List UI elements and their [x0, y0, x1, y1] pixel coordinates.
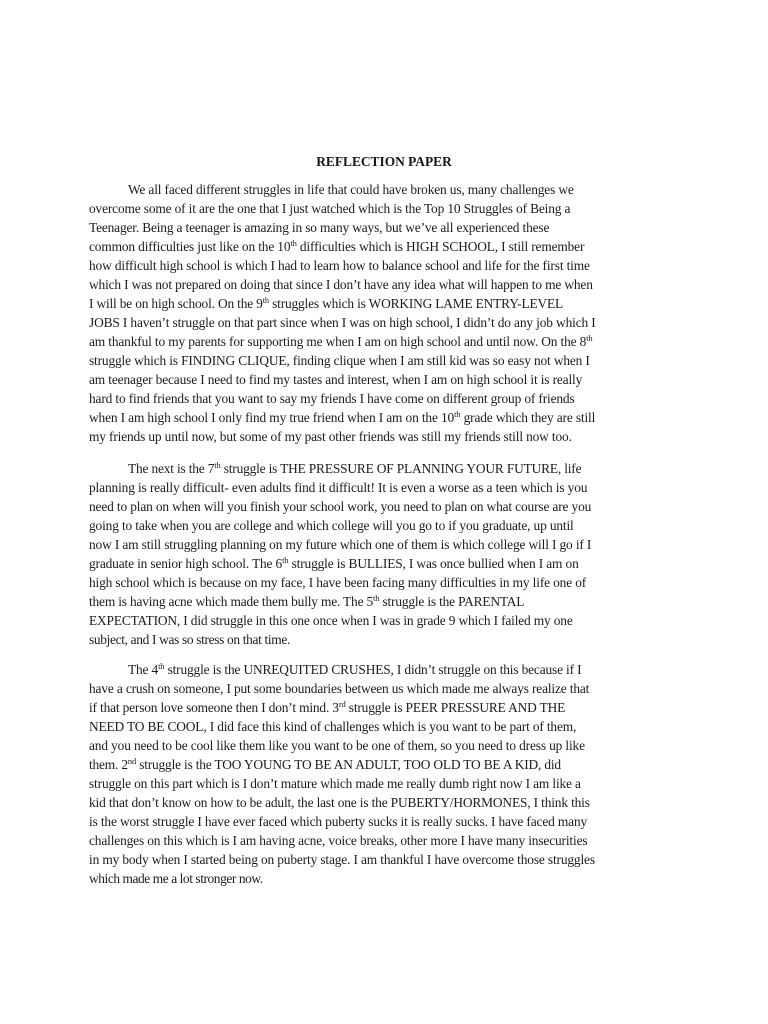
text-line	[89, 295, 689, 313]
text-run: We all faced different struggles in life that could have broken us, many challenges we	[128, 182, 574, 197]
text-line	[89, 390, 689, 408]
text-run: struggle is THE PRESSURE OF PLANNING YOUR FUTURE, life	[220, 461, 582, 476]
text-run: common difficulties just like on the 10	[89, 239, 291, 254]
text-run: have a crush on someone, I put some boundaries between us which made me always realize that	[89, 681, 590, 696]
text-run: difficulties which is HIGH SCHOOL, I still remember	[296, 239, 585, 254]
text-line	[89, 851, 689, 869]
text-run: EXPECTATION, I did struggle in this one once when I was in grade 9 which I failed my one	[89, 613, 573, 628]
text-line	[89, 314, 689, 332]
text-run: I will be on high school. On the 9	[89, 296, 263, 311]
ordinal-suffix: th	[290, 238, 297, 248]
text-line	[89, 371, 689, 389]
text-line	[89, 219, 689, 237]
text-run: struggle is the TOO YOUNG TO BE AN ADULT, TOO OLD TO BE A KID, did	[136, 757, 561, 772]
document-title: REFLECTION PAPER	[316, 154, 452, 169]
text-line	[89, 870, 689, 888]
text-run: planning is really difficult- even adults find it difficult! It is even a worse as a teen which is you	[89, 480, 588, 495]
text-line	[89, 479, 689, 497]
text-run: grade which they are still	[460, 410, 596, 425]
text-line	[89, 612, 689, 630]
text-line	[89, 536, 689, 554]
text-line	[89, 574, 689, 592]
text-run: in my body when I started being on puberty stage. I am thankful I have overcome those struggles	[89, 852, 595, 867]
text-run: hard to find friends that you want to say my friends I have come on different group of friends	[89, 391, 575, 406]
text-line	[89, 813, 689, 831]
ordinal-suffix: nd	[127, 756, 137, 766]
text-run: need to plan on when will you finish your school work, you need to plan on what course are you	[89, 499, 592, 514]
text-run: Teenager. Being a teenager is amazing in so many ways, but we’ve all experienced these	[89, 220, 550, 235]
text-line	[89, 718, 689, 736]
text-run: struggle is the UNREQUITED CRUSHES, I didn’t struggle on this because if I	[164, 662, 582, 677]
text-run: when I am high school I only find my true friend when I am on the 10	[89, 410, 455, 425]
text-run: struggle on this part which is I don’t mature which made me really dumb right now I am like a	[89, 776, 581, 791]
text-line	[128, 181, 688, 199]
text-run: graduate in senior high school. The 6	[89, 556, 283, 571]
text-line	[89, 737, 689, 755]
text-run: high school which is because on my face, I have been facing many difficulties in my life one of	[89, 575, 587, 590]
text-line	[89, 428, 689, 446]
text-line	[89, 699, 689, 717]
text-line	[89, 794, 689, 812]
text-line	[128, 460, 688, 478]
text-run: struggle is PEER PRESSURE AND THE	[345, 700, 566, 715]
text-line	[89, 498, 689, 516]
text-line	[89, 238, 689, 256]
ordinal-suffix: th	[262, 295, 269, 305]
text-line	[89, 756, 689, 774]
text-run: going to take when you are college and which college will you go to if you graduate, up until	[89, 518, 574, 533]
text-line	[89, 593, 689, 611]
text-run: subject, and I was so stress on that time.	[89, 632, 290, 647]
text-run: struggle which is FINDING CLIQUE, finding clique when I am still kid was so easy not when I	[89, 353, 590, 368]
text-run: struggle is BULLIES, I was once bullied when I am on	[288, 556, 579, 571]
ordinal-suffix: th	[373, 593, 380, 603]
text-run: The 4	[128, 662, 159, 677]
ordinal-suffix: th	[454, 409, 461, 419]
text-run: and you need to be cool like them like you want to be one of them, so you need to dress up like	[89, 738, 585, 753]
text-run: kid that don’t know on how to be adult, the last one is the PUBERTY/HORMONES, I think this	[89, 795, 590, 810]
text-run: am thankful to my parents for supporting me when I am on high school and until now. On the 8	[89, 334, 587, 349]
text-line	[89, 333, 689, 351]
text-run: challenges on this which is I am having acne, voice breaks, other more I have many insecurities	[89, 833, 588, 848]
text-run: which made me a lot stronger now.	[89, 871, 263, 886]
text-run: struggle is the PARENTAL	[379, 594, 525, 609]
text-line	[89, 276, 689, 294]
text-run: which I was not prepared on doing that since I don’t have any idea what will happen to me when	[89, 277, 593, 292]
text-run: is the worst struggle I have ever faced which puberty sucks it is really sucks. I have faced many	[89, 814, 588, 829]
text-line	[89, 555, 689, 573]
ordinal-suffix: th	[282, 555, 289, 565]
text-line	[128, 661, 688, 679]
text-line	[89, 352, 689, 370]
text-run: my friends up until now, but some of my past other friends was still my friends still now too.	[89, 429, 572, 444]
text-run: them is having acne which made them bully me. The 5	[89, 594, 374, 609]
ordinal-suffix: th	[158, 661, 165, 671]
ordinal-suffix: th	[586, 333, 593, 343]
text-run: if that person love someone then I don’t mind. 3	[89, 700, 339, 715]
text-line	[89, 631, 689, 649]
text-run: am teenager because I need to find my tastes and interest, when I am on high school it is really	[89, 372, 583, 387]
text-run: how difficult high school is which I had to learn how to balance school and life for the first time	[89, 258, 590, 273]
text-run: them. 2	[89, 757, 128, 772]
text-run: The next is the 7	[128, 461, 215, 476]
text-line	[89, 680, 689, 698]
text-run: now I am still struggling planning on my future which one of them is which college will I go if I	[89, 537, 592, 552]
text-line	[89, 775, 689, 793]
text-run: JOBS I haven’t struggle on that part since when I was on high school, I didn’t do any job which I	[89, 315, 596, 330]
text-line	[89, 517, 689, 535]
text-run: struggles which is WORKING LAME ENTRY-LEVEL	[268, 296, 564, 311]
text-line	[89, 200, 689, 218]
ordinal-suffix: th	[214, 460, 221, 470]
text-line	[89, 832, 689, 850]
text-run: NEED TO BE COOL, I did face this kind of challenges which is you want to be part of them,	[89, 719, 577, 734]
text-line	[89, 257, 689, 275]
ordinal-suffix: rd	[338, 699, 346, 709]
text-run: overcome some of it are the one that I just watched which is the Top 10 Struggles of Being a	[89, 201, 571, 216]
text-line	[89, 409, 689, 427]
